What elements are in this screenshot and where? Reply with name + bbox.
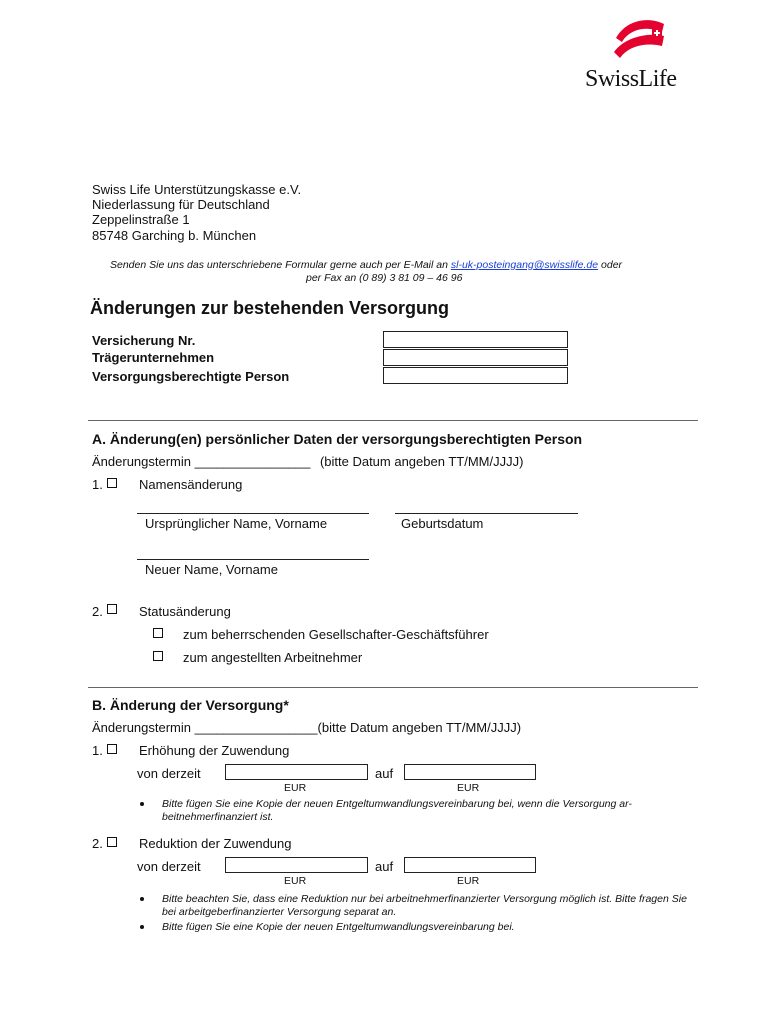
original-name-line[interactable]: [137, 513, 369, 514]
instruction-prefix: Senden Sie uns das unterschriebene Formular gerne auch per E-Mail an: [110, 259, 448, 271]
reduction-label: Reduktion der Zuwendung: [139, 836, 292, 851]
name-change-checkbox[interactable]: [107, 478, 117, 488]
section-a-date-row: [92, 454, 523, 469]
employer-label: Trägerunternehmen: [92, 350, 215, 365]
bullet-icon: [140, 897, 144, 901]
address-line-4: 85748 Garching b. München: [92, 228, 257, 243]
original-name-label: Ursprünglicher Name, Vorname: [145, 516, 328, 531]
section-b-divider: [88, 687, 698, 688]
b-item1-number: 1.: [92, 743, 103, 758]
section-b-date-blank[interactable]: _________________: [194, 720, 318, 735]
instruction-fax: per Fax an (0 89) 3 81 09 – 46 96: [306, 272, 463, 284]
swisslife-logo-mark-icon: [612, 16, 672, 66]
increase-from-label: von derzeit: [137, 766, 201, 781]
option-employee-label: zum angestellten Arbeitnehmer: [183, 650, 363, 665]
status-change-label: Statusänderung: [139, 604, 231, 619]
section-b-title: B. Änderung der Versorgung*: [92, 697, 289, 713]
address-line-1: Swiss Life Unterstützungskasse e.V.: [92, 182, 302, 197]
birth-date-label: Geburtsdatum: [401, 516, 484, 531]
section-a-date-hint: (bitte Datum angeben TT/MM/JJJJ): [319, 454, 524, 469]
section-a-date-label: Änderungstermin: [92, 454, 191, 469]
option-employee-checkbox[interactable]: [153, 651, 163, 661]
section-b-date-label: Änderungstermin: [92, 720, 191, 735]
note-reduction: Bitte beachten Sie, dass eine Reduktion nur bei arbeitnehmerfinanzierter Versorgung möglich ist. Bitte fragen Sie bei arbeitgeberfinanzierter Versorgung separat an.: [162, 893, 687, 918]
reduction-checkbox[interactable]: [107, 837, 117, 847]
name-change-label: Namensänderung: [139, 477, 243, 492]
reduction-from-currency: EUR: [284, 875, 307, 887]
increase-to-label: auf: [375, 766, 394, 781]
note-increase: Bitte fügen Sie eine Kopie der neuen Entgeltumwandlungsvereinbarung bei, wenn die Versorgung ar-beitnehmerfinanziert ist.: [162, 798, 632, 823]
section-b-date-row: [92, 720, 521, 735]
instruction-line-1: [110, 259, 622, 271]
address-line-3: Zeppelinstraße 1: [92, 212, 190, 227]
bullet-icon: [140, 802, 144, 806]
section-a-date-blank[interactable]: ________________: [194, 454, 311, 469]
reduction-to-field[interactable]: [404, 857, 536, 873]
brand-logo-text: SwissLife: [585, 66, 677, 92]
address-line-2: Niederlassung für Deutschland: [92, 197, 270, 212]
increase-from-currency: EUR: [284, 782, 307, 794]
increase-checkbox[interactable]: [107, 744, 117, 754]
instruction-suffix: oder: [601, 259, 623, 271]
person-label: Versorgungsberechtigte Person: [92, 369, 290, 384]
page-title: Änderungen zur bestehenden Versorgung: [90, 298, 450, 318]
section-b-date-hint: (bitte Datum angeben TT/MM/JJJJ): [317, 720, 522, 735]
bullet-icon: [140, 925, 144, 929]
person-field[interactable]: [383, 367, 568, 384]
status-change-checkbox[interactable]: [107, 604, 117, 614]
note-copy: Bitte fügen Sie eine Kopie der neuen Entgeltumwandlungsvereinbarung bei.: [162, 921, 515, 933]
reduction-from-field[interactable]: [225, 857, 368, 873]
policy-number-field[interactable]: [383, 331, 568, 348]
reduction-from-label: von derzeit: [137, 859, 201, 874]
a-item1-number: 1.: [92, 477, 103, 492]
new-name-line[interactable]: [137, 559, 369, 560]
reduction-to-currency: EUR: [457, 875, 480, 887]
email-link[interactable]: sl-uk-posteingang@swisslife.de: [450, 259, 599, 271]
section-a-divider: [88, 420, 698, 421]
increase-label: Erhöhung der Zuwendung: [139, 743, 290, 758]
birth-date-line[interactable]: [395, 513, 578, 514]
a-item2-number: 2.: [92, 604, 103, 619]
reduction-to-label: auf: [375, 859, 394, 874]
option-managing-director-label: zum beherrschenden Gesellschafter-Geschäftsführer: [183, 627, 489, 642]
increase-to-field[interactable]: [404, 764, 536, 780]
employer-field[interactable]: [383, 349, 568, 366]
option-managing-director-checkbox[interactable]: [153, 628, 163, 638]
increase-to-currency: EUR: [457, 782, 480, 794]
b-item2-number: 2.: [92, 836, 103, 851]
section-a-title: A. Änderung(en) persönlicher Daten der versorgungsberechtigten Person: [92, 431, 583, 447]
increase-from-field[interactable]: [225, 764, 368, 780]
new-name-label: Neuer Name, Vorname: [145, 562, 278, 577]
policy-number-label: Versicherung Nr.: [92, 333, 196, 348]
